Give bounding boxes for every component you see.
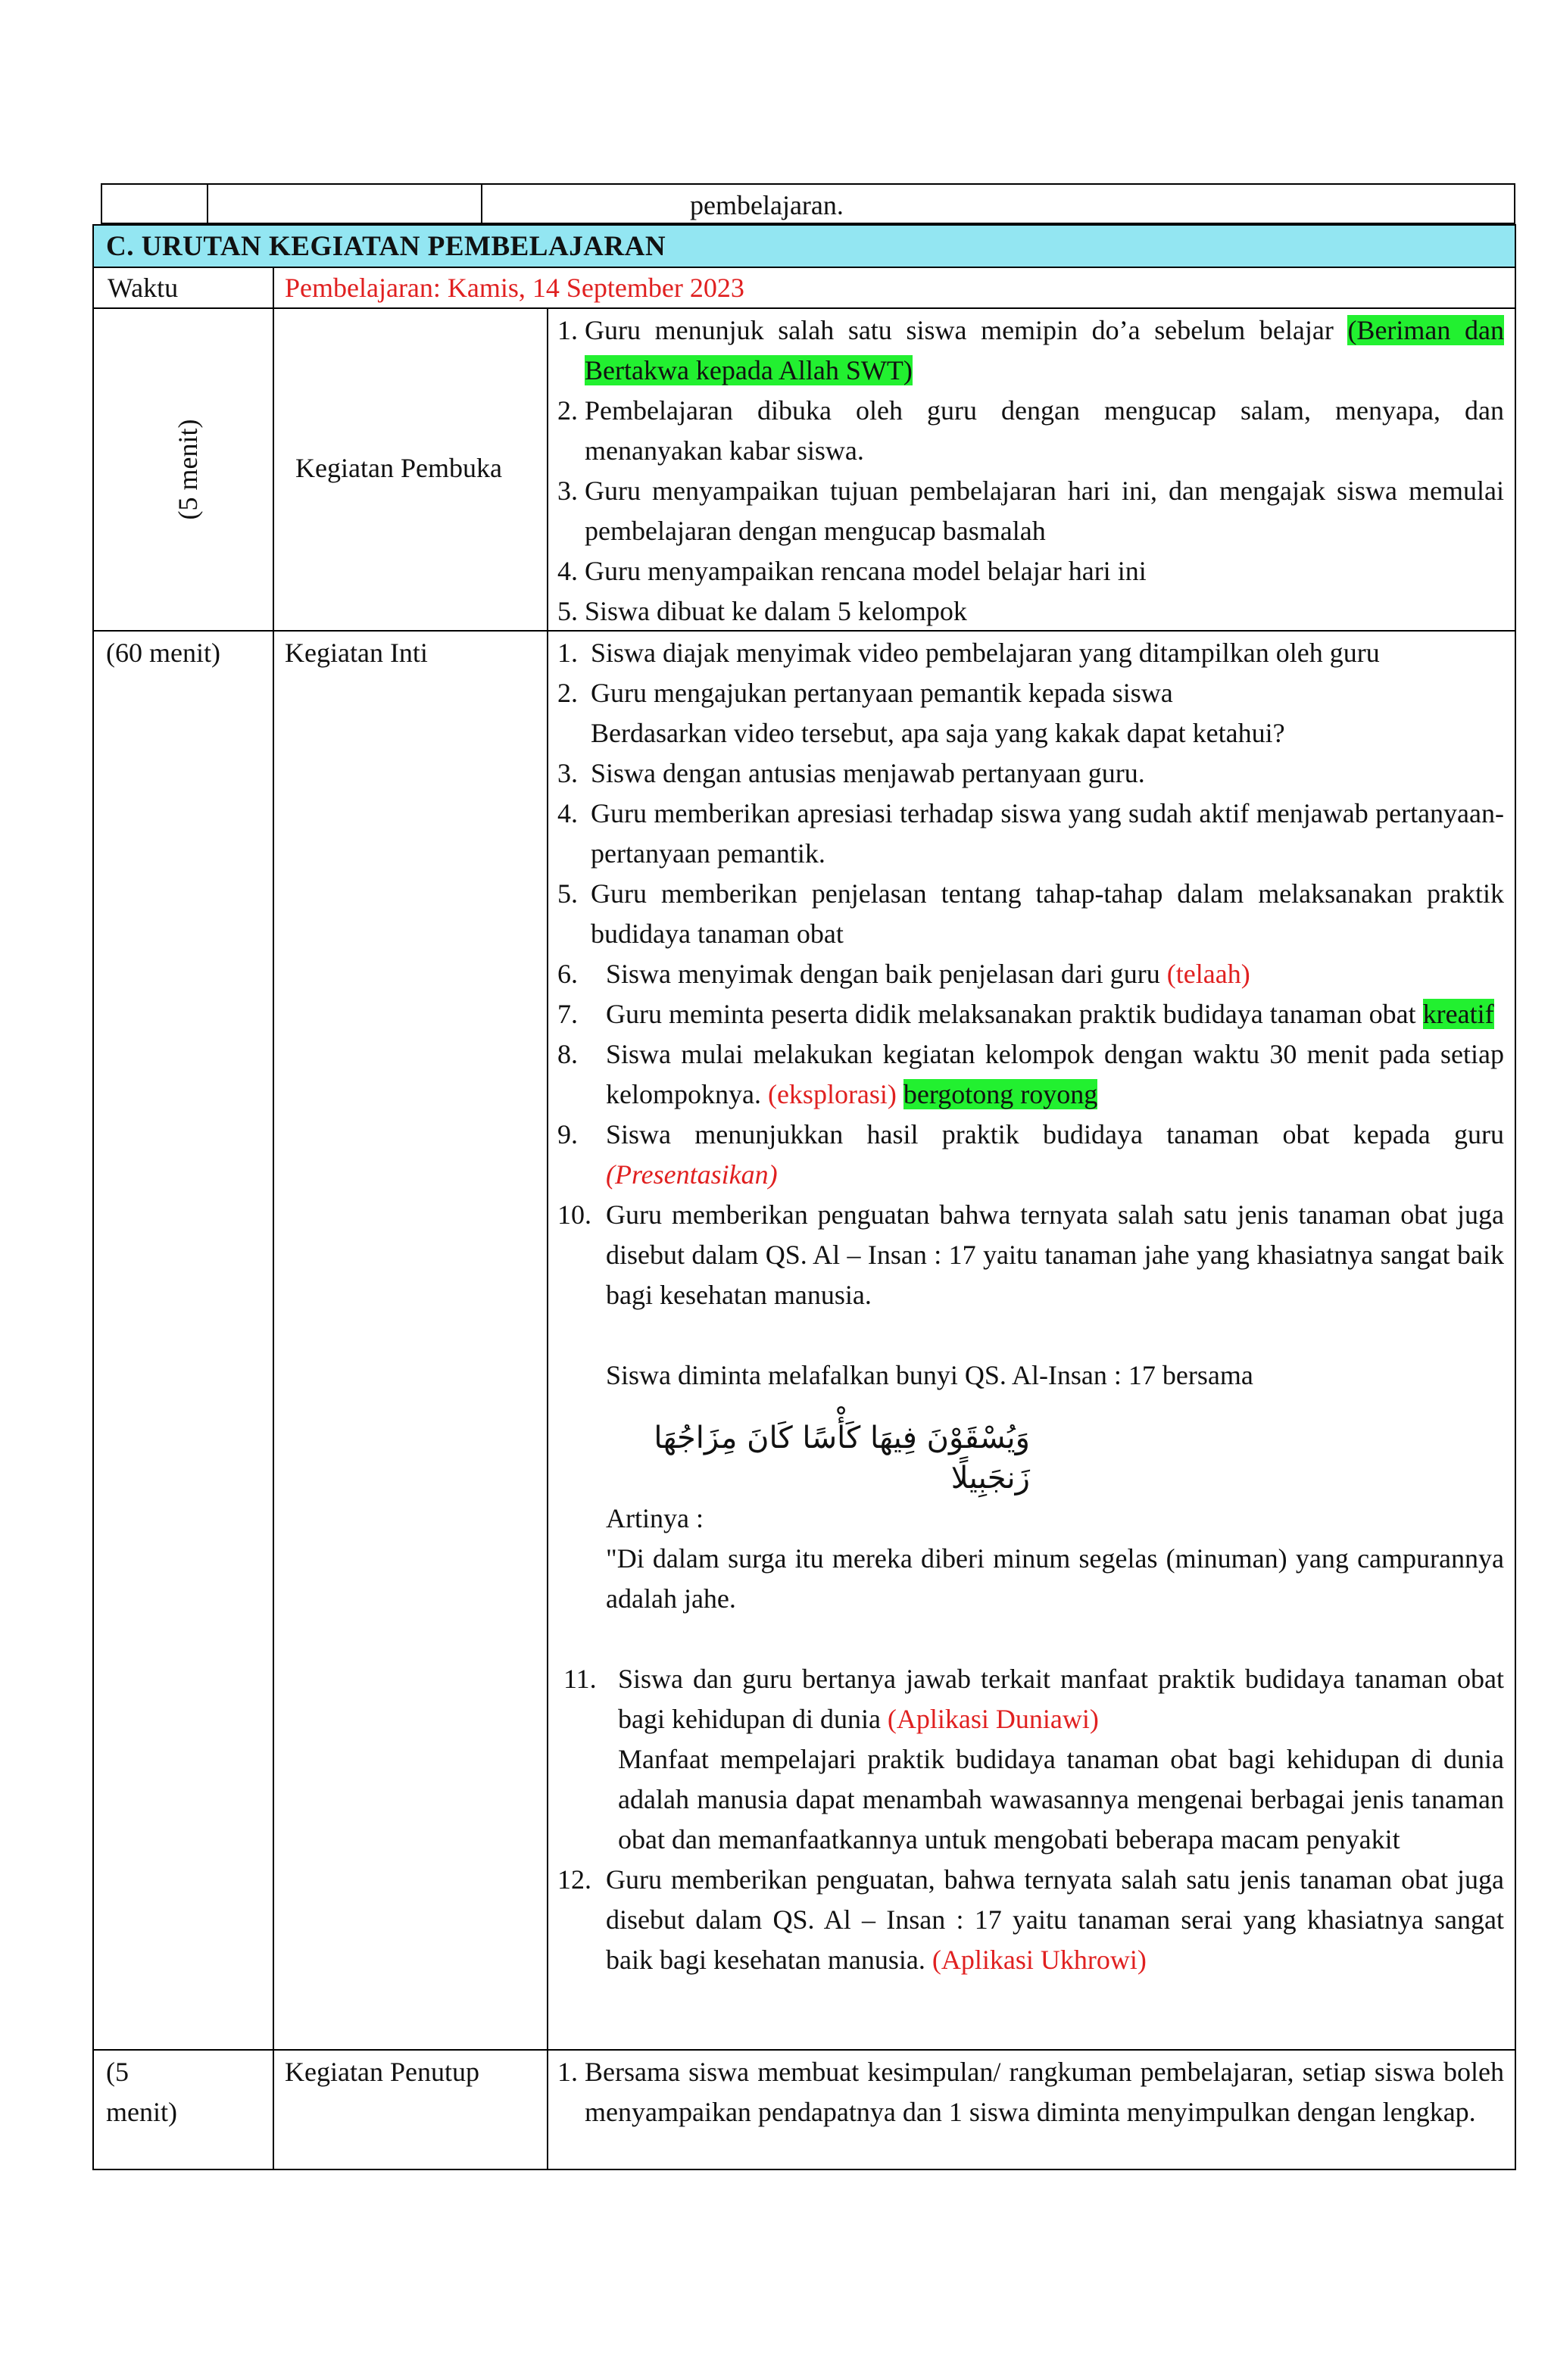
opening-list	[557, 310, 1504, 632]
col-divider	[547, 307, 548, 2169]
waktu-label: Waktu	[108, 273, 179, 303]
list-item: 5. Siswa dibuat ke dalam 5 kelompok	[557, 596, 967, 626]
list-item: 10. Guru memberikan penguatan bahwa ternyata salah satu jenis tanaman obat juga disebut dalam QS. Al – Insan : 17 yaitu tanaman jahe yang khasiatnya sangat baik bagi kesehatan manusia. Siswa diminta melafalkan bunyi QS. Al-Insan : 17 bersama وَيُسْقَوْنَ فِيهَا كَأْسًا كَانَ مِزَاجُهَا زَنجَبِيلًا Artinya : "Di dalam surga itu mereka diberi minum segelas (minuman) yang campurannya adalah jahe.	[557, 1199, 1504, 1614]
label-eksplorasi: (eksplorasi)	[767, 1079, 897, 1109]
continued-text: pembelajaran.	[690, 190, 844, 220]
list-item: 12. Guru memberikan penguatan, bahwa ternyata salah satu jenis tanaman obat juga disebut dalam QS. Al – Insan : 17 yaitu tanaman serai yang khasiatnya sangat baik bagi kesehatan manusia. (Aplikasi Ukhrowi)	[557, 1864, 1504, 1975]
list-item: 1. Bersama siswa membuat kesimpulan/ rangkuman pembelajaran, setiap siswa boleh menyampaikan pendapatnya dan 1 siswa diminta menyimpulkan dengan lengkap.	[557, 2057, 1504, 2127]
list-item: 8. Siswa mulai melakukan kegiatan kelompok dengan waktu 30 menit pada setiap kelompoknya. (eksplorasi) bergotong royong	[557, 1039, 1504, 1109]
opening-time: (5 menit)	[173, 419, 203, 520]
opening-activity: Kegiatan Pembuka	[295, 453, 502, 483]
list-item: 7. Guru meminta peserta didik melaksanakan praktik budidaya tanaman obat kreatif	[557, 999, 1494, 1029]
label-aplikasi-ukhrowi: (Aplikasi Ukhrowi)	[932, 1945, 1147, 1975]
section-header	[94, 226, 1515, 268]
list-item: 11. Siswa dan guru bertanya jawab terkait manfaat praktik budidaya tanaman obat bagi kehidupan di dunia (Aplikasi Duniawi) Manfaat mempelajari praktik budidaya tanaman obat bagi kehidupan di dunia adalah manusia dapat menambah wawasannya mengenai berbagai jenis tanaman obat dan memanfaatkannya untuk mengobati beberapa macam penyakit	[563, 1664, 1504, 1854]
row-divider	[94, 2049, 1515, 2051]
cell-text	[482, 185, 1514, 223]
label-telaah: (telaah)	[1166, 959, 1250, 989]
highlight-gotong-royong: bergotong royong	[903, 1079, 1098, 1109]
section-title: C. URUTAN KEGIATAN PEMBELAJARAN	[106, 231, 666, 262]
core-list	[557, 633, 1504, 1980]
cell-empty-1	[102, 185, 208, 223]
closing-list	[557, 2052, 1504, 2132]
list-item: 1. Siswa diajak menyimak video pembelajaran yang ditampilkan oleh guru	[557, 638, 1380, 668]
highlight-kreatif: kreatif	[1422, 999, 1494, 1029]
list-item: 2. Guru mengajukan pertanyaan pemantik kepada siswa Berdasarkan video tersebut, apa saja yang kakak dapat ketahui?	[557, 678, 1285, 748]
list-item: 9. Siswa menunjukkan hasil praktik budidaya tanaman obat kepada guru (Presentasikan)	[557, 1119, 1504, 1190]
highlight-character: (Beriman dan Bertakwa kepada Allah SWT)	[585, 315, 1504, 385]
list-item: 1. Guru menunjuk salah satu siswa memipin do’a sebelum belajar (Beriman dan Bertakwa kepada Allah SWT)	[557, 315, 1504, 385]
list-item: 3. Guru menyampaikan tujuan pembelajaran hari ini, dan mengajak siswa memulai pembelajaran dengan mengucap basmalah	[557, 476, 1504, 546]
label-presentasikan: (Presentasikan)	[606, 1159, 778, 1190]
list-item: 4. Guru menyampaikan rencana model belajar hari ini	[557, 556, 1147, 586]
learning-activities-table	[92, 224, 1516, 2170]
list-item: 4. Guru memberikan apresiasi terhadap siswa yang sudah aktif menjawab pertanyaan-pertanyaan pemantik.	[557, 798, 1504, 869]
list-item: 2. Pembelajaran dibuka oleh guru dengan mengucap salam, menyapa, dan menanyakan kabar siswa.	[557, 395, 1504, 466]
closing-time-line1: (5	[106, 2057, 129, 2087]
core-time: (60 menit)	[106, 638, 220, 668]
closing-time-line2: menit)	[106, 2097, 177, 2127]
cell-empty-2	[208, 185, 482, 223]
waktu-value: Pembelajaran: Kamis, 14 September 2023	[285, 273, 744, 303]
previous-table-row	[101, 183, 1515, 224]
col-divider	[273, 307, 274, 2169]
arabic-verse: وَيُسْقَوْنَ فِيهَا كَأْسًا كَانَ مِزَاجُهَا زَنجَبِيلًا	[654, 1421, 1030, 1496]
label-aplikasi-duniawi: (Aplikasi Duniawi)	[887, 1704, 1099, 1734]
list-item: 6. Siswa menyimak dengan baik penjelasan dari guru (telaah)	[557, 959, 1250, 989]
list-item: 3. Siswa dengan antusias menjawab pertanyaan guru.	[557, 758, 1145, 788]
core-activity: Kegiatan Inti	[285, 638, 428, 668]
closing-activity: Kegiatan Penutup	[285, 2057, 479, 2087]
list-item: 5. Guru memberikan penjelasan tentang tahap-tahap dalam melaksanakan praktik budidaya tanaman obat	[557, 878, 1504, 949]
col-divider	[273, 267, 274, 307]
